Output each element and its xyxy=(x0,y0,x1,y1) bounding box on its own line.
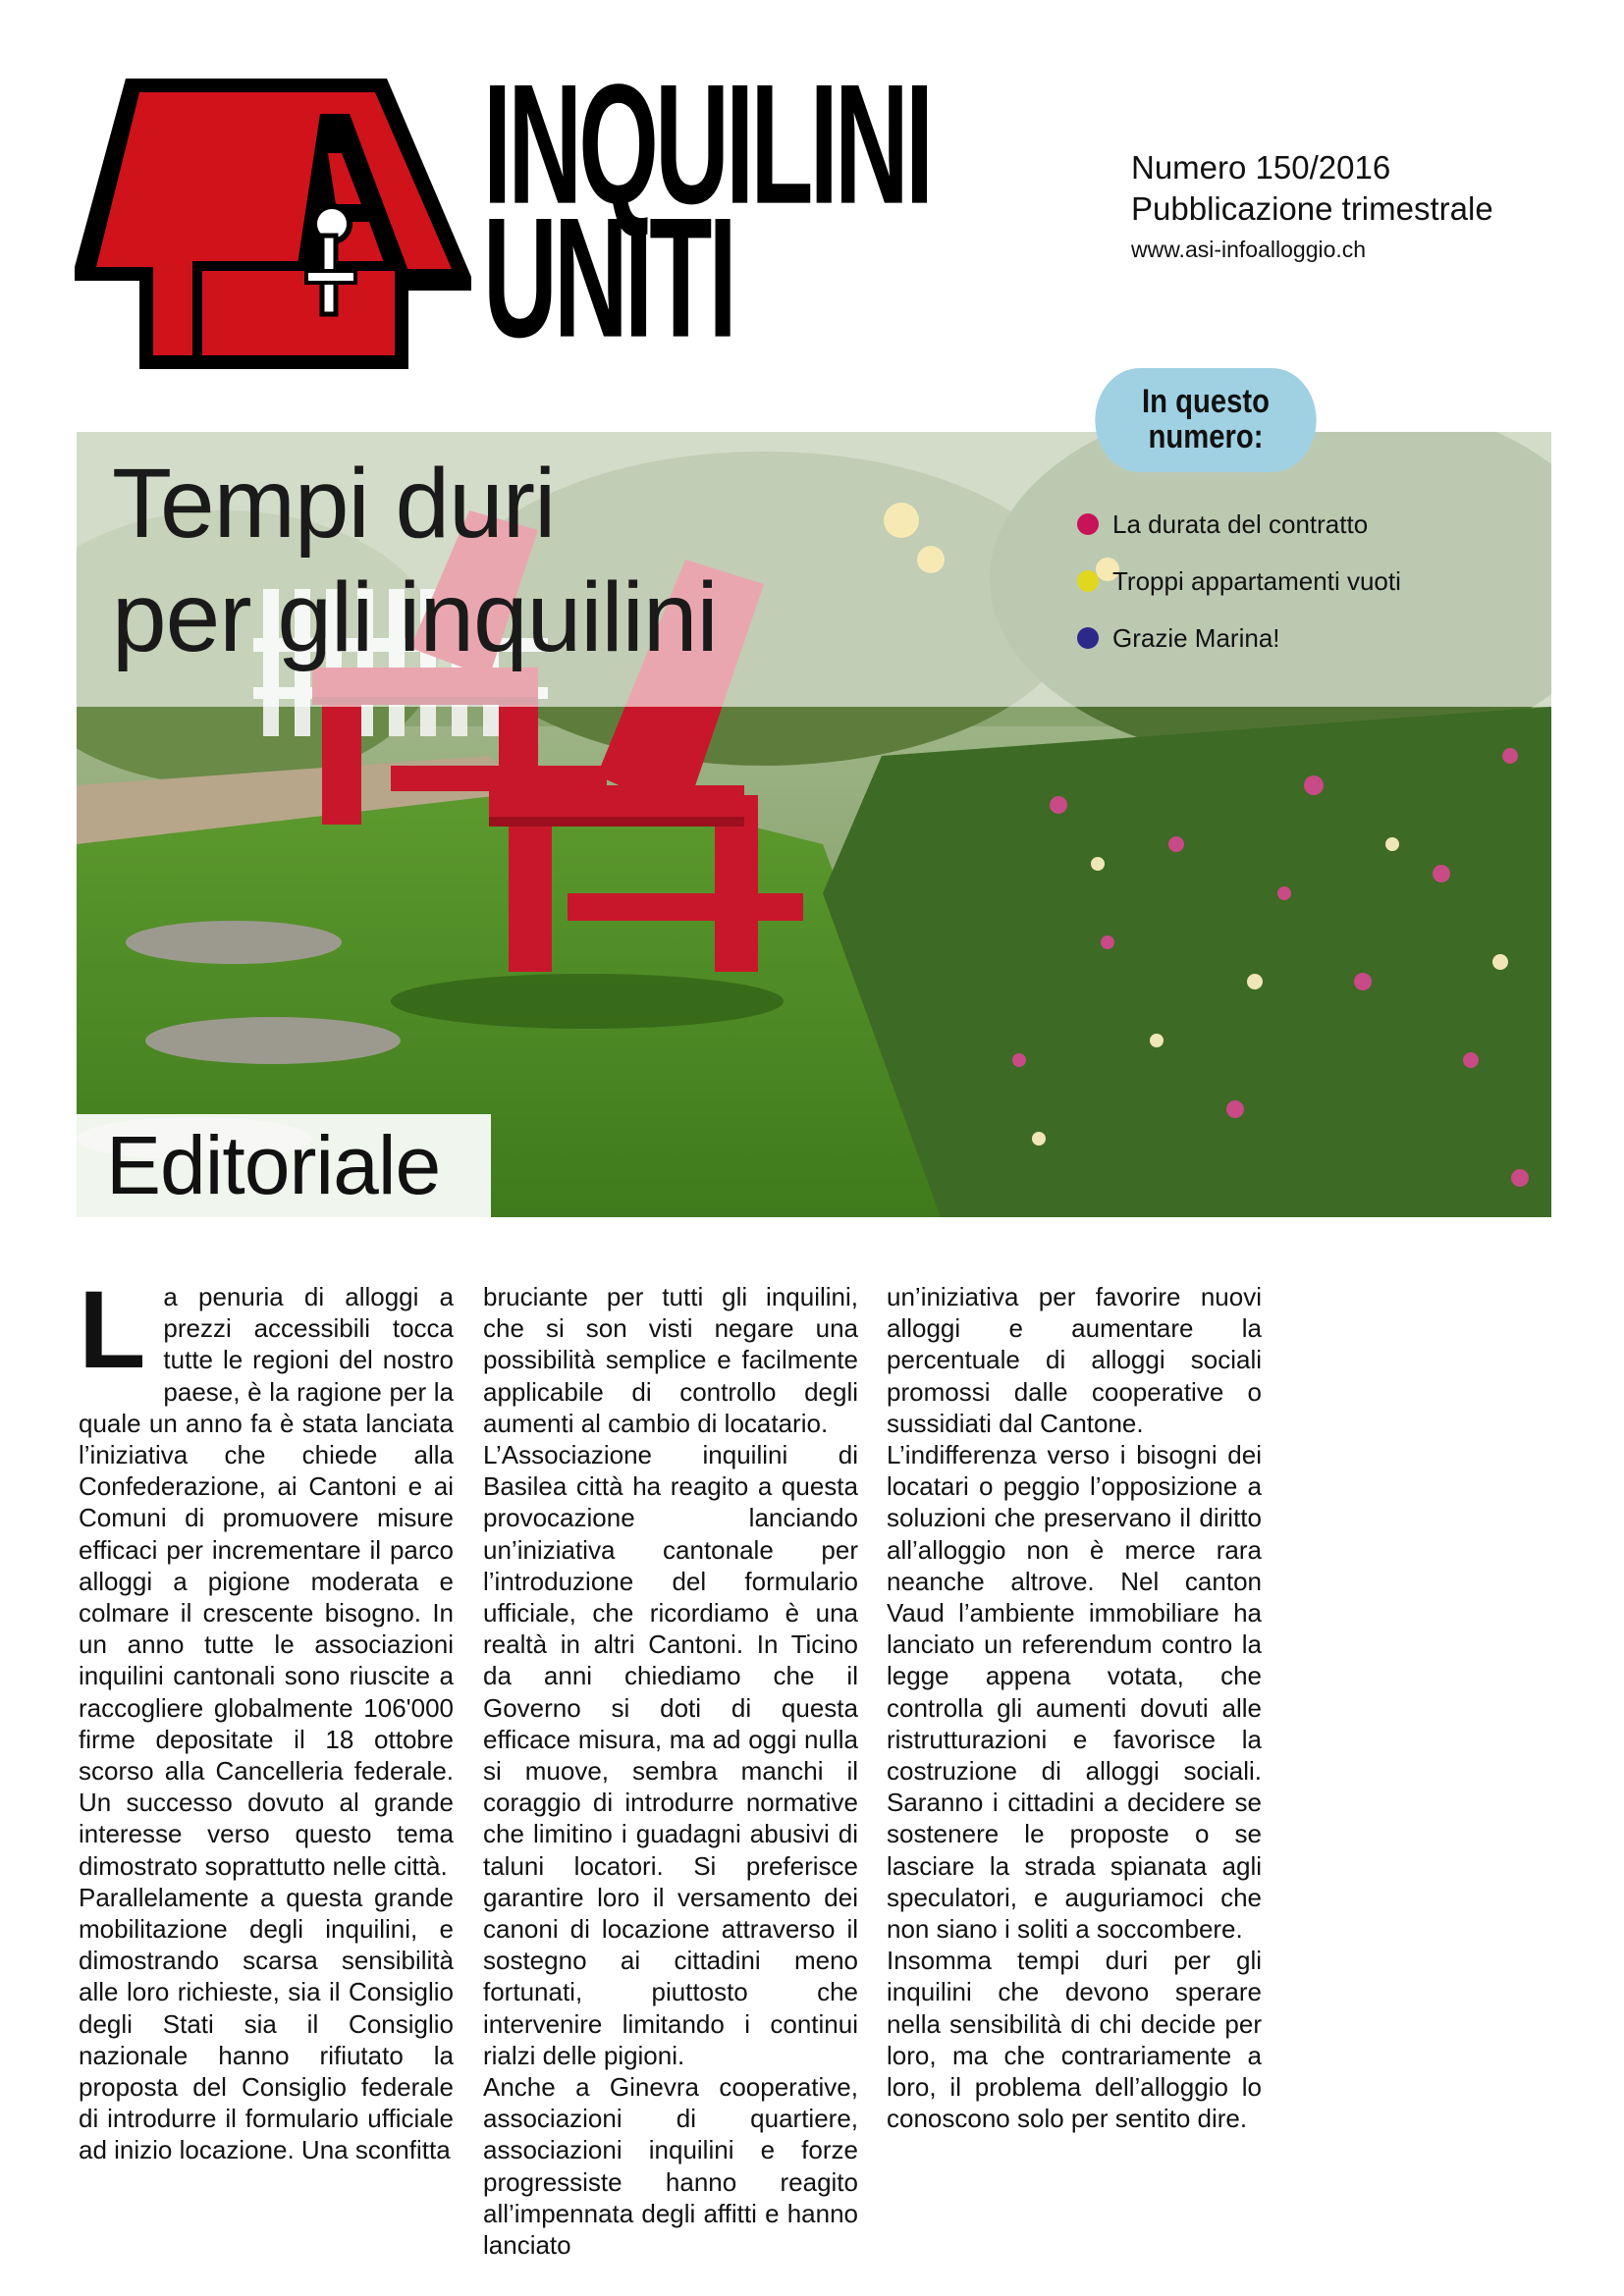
issue-number: Numero 150/2016 xyxy=(1131,149,1391,186)
in-this-issue-list xyxy=(1077,496,1401,667)
masthead-title xyxy=(483,48,1111,373)
in-this-issue-label-line2: numero: xyxy=(1148,418,1264,455)
headline-line2: per gli inquilini xyxy=(112,562,718,672)
publication-frequency: Pubblicazione trimestrale xyxy=(1131,190,1493,228)
article-paragraph: L’indifferenza verso i bisogni dei locatari o peggio l’opposizione a soluzioni che preservano il diritto all’alloggio non è merce rara neanche altrove. Nel canton Vaud l’ambiente immobiliare ha lanciato un referendum contro la legge appena votata, che controlla gli aumenti dovuti alle ristrutturazioni e favorisce la costruzione di alloggi sociali. Saranno i cittadini a decidere se sostenere le proposte o se lasciare la strada spianata agli speculatori, e auguriamoci che non siano i soliti a soccombere. xyxy=(887,1440,1262,1945)
article-paragraph: bruciante per tutti gli inquilini, che si son visti negare una possibilità semplice e facilmente applicabile di controllo degli aumenti al cambio di locatario. xyxy=(483,1282,858,1438)
headline-line1: Tempi duri xyxy=(112,449,556,559)
masthead-title-line2: UNITI xyxy=(483,182,733,373)
masthead-title-line1: INQUILINI xyxy=(483,48,931,240)
bullet-dot-icon xyxy=(1077,570,1099,592)
headline xyxy=(112,447,718,674)
bullet-dot-icon xyxy=(1077,627,1099,649)
toc-item[interactable] xyxy=(1077,610,1401,667)
article-paragraph: Anche a Ginevra cooperative, associazioni di quartiere, associazioni inquilini e forze progressiste hanno reagito all’impennata degli affitti e hanno lanciato xyxy=(483,2072,858,2261)
toc-item-label: La durata del contratto xyxy=(1112,508,1369,539)
bullet-dot-icon xyxy=(1077,513,1099,535)
toc-item-label: Grazie Marina! xyxy=(1112,622,1280,653)
article-column-1 xyxy=(79,1268,454,2166)
section-label-box xyxy=(77,1114,491,1218)
toc-item[interactable] xyxy=(1077,553,1401,610)
website-link[interactable]: www.asi-infoalloggio.ch xyxy=(1131,237,1367,263)
toc-item-label: Troppi appartamenti vuoti xyxy=(1112,565,1401,596)
article-paragraph xyxy=(79,1268,454,1882)
article-paragraph: L’Associazione inquilini di Basilea città ha reagito a questa provocazione lanciando un’iniziativa cantonale per l’introduzione del formulario ufficiale, che ricordiamo è una realtà in altri Cantoni. In Ticino da anni chiediamo che il Governo si doti di questa efficace misura, ma ad oggi nulla si muove, sembra manchi il coraggio di introdurre normative che limitino i guadagni abusivi di taluni locatori. Si preferisce garantire loro il versamento dei canoni di locazione attraverso il sostegno ai cittadini meno fortunati, piuttosto che intervenire limitando i continui rialzi delle pigioni. xyxy=(483,1440,858,2070)
issue-info xyxy=(1131,147,1493,265)
toc-item[interactable] xyxy=(1077,496,1401,553)
article-text: a penuria di alloggi a prezzi accessibili tocca tutte le regioni del nostro paese, è la ragione per la quale un anno fa è stata lanciata l’iniziativa che chiede alla Confederazione, ai Cantoni e ai Comuni di promuovere misure efficaci per incrementare il parco alloggi a pigione moderata e colmare il crescente bisogno. In un anno tutte le associazioni inquilini cantonali sono riuscite a raccogliere globalmente 106'000 firme depositate il 18 ottobre scorso alla Cancelleria federale. Un successo dovuto al grande interesse verso questo tema dimostrato soprattutto nelle città. xyxy=(79,1282,454,1881)
dropcap: L xyxy=(79,1268,146,1391)
article-column-2 xyxy=(483,1281,858,2261)
in-this-issue-badge xyxy=(1095,368,1316,472)
article-paragraph: Parallelamente a questa grande mobilitazione degli inquilini, e dimostrando scarsa sensibilità alle loro richieste, sia il Consiglio degli Stati sia il Consiglio nazionale hanno rifiutato la proposta del Consiglio federale di introdurre il formulario ufficiale ad inizio locazione. Una sconfitta xyxy=(79,1882,454,2165)
section-label: Editoriale xyxy=(106,1119,441,1211)
logo-house-icon xyxy=(75,75,471,379)
article-paragraph: Insomma tempi duri per gli inquilini che devono sperare nella sensibilità di chi decide per loro, ma che contrariamente a loro, il problema dell’alloggio lo conoscono solo per sentito dire. xyxy=(887,1946,1262,2134)
in-this-issue-label-line1: In questo xyxy=(1142,383,1270,421)
article-paragraph: un’iniziativa per favorire nuovi alloggi e aumentare la percentuale di alloggi sociali promossi dalle cooperative o sussidiati dal Cantone. xyxy=(887,1282,1262,1438)
article-column-3 xyxy=(887,1281,1262,2134)
